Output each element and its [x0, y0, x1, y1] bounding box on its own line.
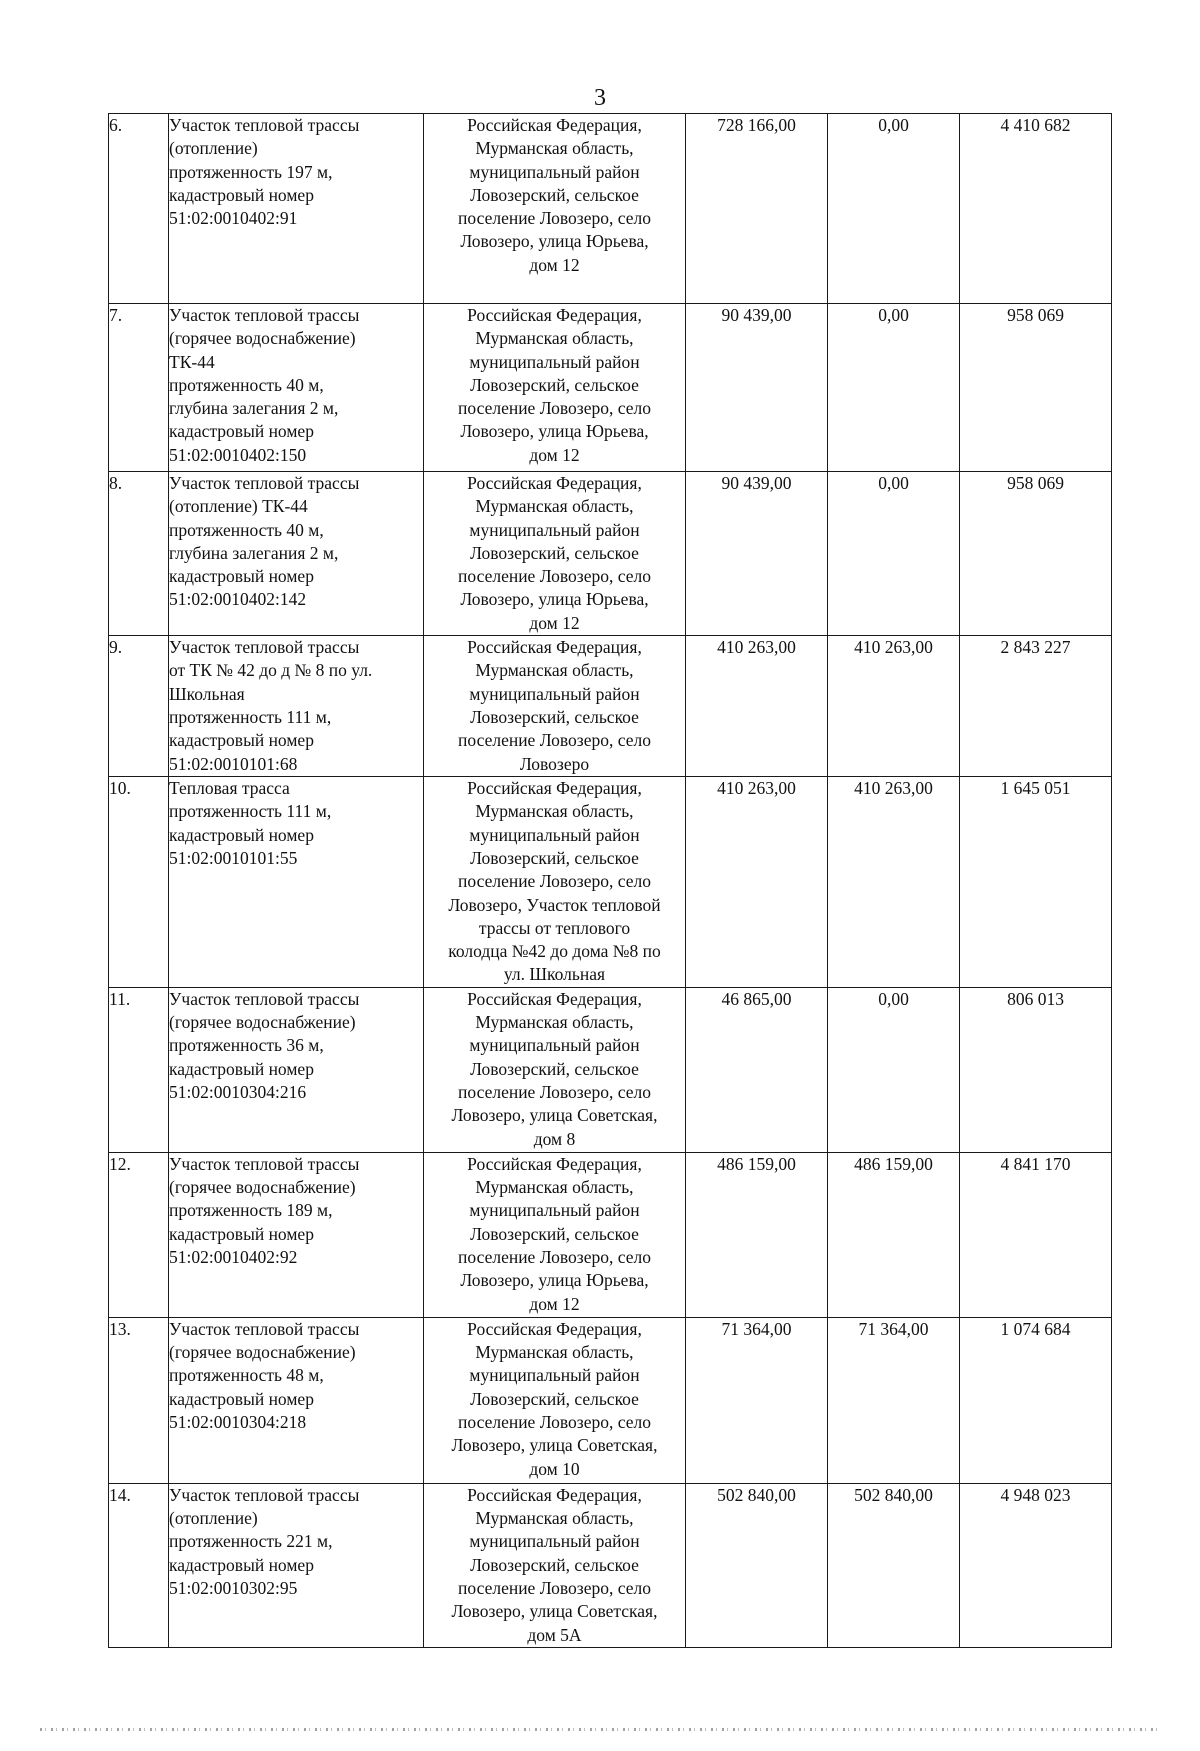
object-name: [169, 1483, 424, 1647]
row-number: 10.: [109, 777, 169, 988]
object-address-line: Ловозерский, сельское: [470, 1223, 639, 1244]
object-address-line: Ловозерский, сельское: [470, 847, 639, 868]
table-row: [109, 472, 1112, 636]
object-address-line: Ловозеро, улица Юрьева,: [460, 421, 649, 442]
cadastral-value: 1 645 051: [960, 777, 1112, 988]
object-address-line: муниципальный район: [469, 519, 640, 540]
object-name-line: кадастровый номер: [169, 566, 314, 587]
depreciation-value: 0,00: [828, 114, 960, 304]
object-name: [169, 114, 424, 304]
object-name-line: протяженность 40 м,: [169, 519, 324, 540]
object-name-line: 51:02:0010302:95: [169, 1577, 298, 1598]
object-address-line: поселение Ловозеро, село: [458, 730, 651, 751]
depreciation-value: 410 263,00: [828, 636, 960, 777]
object-name: [169, 777, 424, 988]
balance-value: 502 840,00: [686, 1483, 828, 1647]
object-address-line: поселение Ловозеро, село: [458, 1411, 651, 1432]
row-number: 9.: [109, 636, 169, 777]
object-name-line: (горячее водоснабжение): [169, 1342, 356, 1363]
object-name-line: 51:02:0010304:218: [169, 1411, 307, 1432]
cadastral-value: 4 948 023: [960, 1483, 1112, 1647]
object-address-line: Ловозеро, Участок тепловой: [448, 894, 661, 915]
table-row: [109, 1152, 1112, 1317]
object-name-line: протяженность 189 м,: [169, 1200, 333, 1221]
object-name: [169, 472, 424, 636]
cadastral-value: 806 013: [960, 987, 1112, 1152]
object-name: [169, 1317, 424, 1483]
balance-value: 728 166,00: [686, 114, 828, 304]
object-address-line: дом 12: [529, 1293, 580, 1314]
object-address-line: дом 10: [529, 1458, 580, 1479]
object-address-line: поселение Ловозеро, село: [458, 1577, 651, 1598]
scan-artifact-strip: [40, 1728, 1160, 1731]
object-address-line: Ловозерский, сельское: [470, 542, 639, 563]
object-name-line: кадастровый номер: [169, 1554, 314, 1575]
object-name-line: протяженность 197 м,: [169, 161, 333, 182]
object-address-line: дом 8: [533, 1128, 576, 1149]
object-address-line: Российская Федерация,: [467, 473, 642, 493]
object-address-line: муниципальный район: [469, 1365, 640, 1386]
object-name: [169, 304, 424, 472]
object-address-line: Ловозеро, улица Советская,: [451, 1435, 658, 1456]
table-row: [109, 777, 1112, 988]
object-address-line: поселение Ловозеро, село: [458, 1081, 651, 1102]
cadastral-value: 958 069: [960, 304, 1112, 472]
object-address-line: Мурманская область,: [475, 1508, 634, 1529]
object-name-line: Тепловая трасса: [169, 778, 290, 799]
object-address-line: трассы от теплового: [478, 917, 631, 938]
object-address-line: муниципальный район: [469, 683, 640, 704]
object-address-line: поселение Ловозеро, село: [458, 566, 651, 587]
object-address-line: муниципальный район: [469, 351, 640, 372]
balance-value: 90 439,00: [686, 304, 828, 472]
object-name-line: (отопление): [169, 1508, 258, 1529]
object-name-line: Участок тепловой трассы: [169, 305, 360, 325]
object-name-line: ТК-44: [169, 351, 215, 372]
object-name-line: (горячее водоснабжение): [169, 1012, 356, 1033]
object-address-line: муниципальный район: [469, 1200, 640, 1221]
row-number: 12.: [109, 1152, 169, 1317]
object-name-line: Участок тепловой трассы: [169, 988, 360, 1009]
object-address-line: Российская Федерация,: [467, 1153, 642, 1174]
object-address-line: ул. Школьная: [503, 964, 606, 985]
balance-value: 410 263,00: [686, 636, 828, 777]
row-number: 6.: [109, 114, 169, 304]
object-address: [424, 1483, 686, 1647]
depreciation-value: 410 263,00: [828, 777, 960, 988]
object-address-line: Российская Федерация,: [467, 1318, 642, 1339]
balance-value: 410 263,00: [686, 777, 828, 988]
object-address-line: Мурманская область,: [475, 1177, 634, 1198]
object-address-line: дом 12: [529, 444, 580, 465]
object-address-line: колодца №42 до дома №8 по: [448, 941, 661, 962]
object-name-line: Участок тепловой трассы: [169, 1318, 360, 1339]
object-name: [169, 987, 424, 1152]
object-address-line: Мурманская область,: [475, 138, 634, 159]
object-address-line: Российская Федерация,: [467, 988, 642, 1009]
object-address-line: Российская Федерация,: [467, 778, 642, 799]
object-address-line: Ловозерский, сельское: [470, 184, 639, 205]
object-name-line: кадастровый номер: [169, 1388, 314, 1409]
object-name-line: Школьная: [169, 683, 245, 704]
object-name-line: Участок тепловой трассы: [169, 1484, 360, 1505]
object-name-line: протяженность 36 м,: [169, 1035, 324, 1056]
object-address-line: Ловозеро, улица Юрьева,: [460, 589, 649, 610]
table-body: [109, 114, 1112, 1648]
object-name-line: Участок тепловой трассы: [169, 1153, 360, 1174]
object-address-line: Ловозерский, сельское: [470, 1554, 639, 1575]
object-address-line: поселение Ловозеро, село: [458, 871, 651, 892]
object-name-line: кадастровый номер: [169, 184, 314, 205]
object-name-line: (горячее водоснабжение): [169, 328, 356, 349]
table-row: [109, 304, 1112, 472]
object-address-line: Мурманская область,: [475, 496, 634, 517]
page-number: 3: [594, 85, 606, 111]
object-address-line: Ловозеро: [519, 753, 590, 774]
depreciation-value: 71 364,00: [828, 1317, 960, 1483]
object-name-line: (горячее водоснабжение): [169, 1177, 356, 1198]
balance-value: 486 159,00: [686, 1152, 828, 1317]
row-number: 11.: [109, 987, 169, 1152]
depreciation-value: 486 159,00: [828, 1152, 960, 1317]
object-address-line: Ловозеро, улица Юрьева,: [460, 1270, 649, 1291]
object-address-line: Ловозеро, улица Советская,: [451, 1105, 658, 1126]
table-row: [109, 1483, 1112, 1647]
object-address-line: муниципальный район: [469, 824, 640, 845]
object-name-line: протяженность 48 м,: [169, 1365, 324, 1386]
object-address-line: Ловозеро, улица Советская,: [451, 1601, 658, 1622]
object-address: [424, 1317, 686, 1483]
object-name-line: 51:02:0010402:92: [169, 1246, 298, 1267]
object-address-line: поселение Ловозеро, село: [458, 398, 651, 419]
object-address-line: Ловозеро, улица Юрьева,: [460, 231, 649, 252]
object-name-line: кадастровый номер: [169, 421, 314, 442]
row-number: 7.: [109, 304, 169, 472]
object-address-line: поселение Ловозеро, село: [458, 1246, 651, 1267]
object-address: [424, 1152, 686, 1317]
property-registry-table: [108, 113, 1112, 1648]
cadastral-value: 2 843 227: [960, 636, 1112, 777]
row-number: 13.: [109, 1317, 169, 1483]
object-address-line: Российская Федерация,: [467, 305, 642, 325]
object-name-line: 51:02:0010402:142: [169, 589, 307, 610]
object-name-line: (отопление) ТК-44: [169, 496, 308, 517]
object-name-line: 51:02:0010304:216: [169, 1081, 307, 1102]
object-name-line: 51:02:0010402:91: [169, 208, 298, 229]
object-name-line: Участок тепловой трассы: [169, 637, 360, 658]
object-address-line: Мурманская область,: [475, 1342, 634, 1363]
object-name-line: Участок тепловой трассы: [169, 115, 360, 135]
object-address-line: дом 12: [529, 254, 580, 275]
table-row: [109, 636, 1112, 777]
cadastral-value: 4 410 682: [960, 114, 1112, 304]
object-address-line: Ловозерский, сельское: [470, 1058, 639, 1079]
object-address-line: дом 12: [529, 612, 580, 633]
depreciation-value: 0,00: [828, 472, 960, 636]
object-address: [424, 987, 686, 1152]
object-name-line: 51:02:0010101:68: [169, 753, 298, 774]
object-address-line: Мурманская область,: [475, 1012, 634, 1033]
object-name-line: протяженность 111 м,: [169, 801, 332, 822]
object-address-line: Ловозерский, сельское: [470, 374, 639, 395]
object-name-line: протяженность 40 м,: [169, 374, 324, 395]
object-name-line: (отопление): [169, 138, 258, 159]
object-address-line: дом 5А: [527, 1624, 582, 1645]
depreciation-value: 0,00: [828, 304, 960, 472]
cadastral-value: 1 074 684: [960, 1317, 1112, 1483]
object-name-line: кадастровый номер: [169, 730, 314, 751]
row-number: 14.: [109, 1483, 169, 1647]
object-address-line: Российская Федерация,: [467, 1484, 642, 1505]
object-address-line: муниципальный район: [469, 1531, 640, 1552]
object-address-line: поселение Ловозеро, село: [458, 208, 651, 229]
object-name-line: глубина залегания 2 м,: [169, 398, 339, 419]
depreciation-value: 0,00: [828, 987, 960, 1152]
object-address: [424, 304, 686, 472]
object-name-line: глубина залегания 2 м,: [169, 542, 339, 563]
object-name: [169, 636, 424, 777]
balance-value: 90 439,00: [686, 472, 828, 636]
balance-value: 71 364,00: [686, 1317, 828, 1483]
object-address-line: муниципальный район: [469, 1035, 640, 1056]
object-address-line: Ловозерский, сельское: [470, 1388, 639, 1409]
object-name-line: протяженность 221 м,: [169, 1531, 333, 1552]
object-address-line: Мурманская область,: [475, 801, 634, 822]
object-name-line: 51:02:0010402:150: [169, 444, 307, 465]
object-address: [424, 472, 686, 636]
object-address: [424, 777, 686, 988]
object-name-line: кадастровый номер: [169, 1058, 314, 1079]
object-name: [169, 1152, 424, 1317]
cadastral-value: 958 069: [960, 472, 1112, 636]
table-row: [109, 1317, 1112, 1483]
table-row: [109, 987, 1112, 1152]
table-row: [109, 114, 1112, 304]
cadastral-value: 4 841 170: [960, 1152, 1112, 1317]
object-address: [424, 636, 686, 777]
object-name-line: Участок тепловой трассы: [169, 473, 360, 493]
row-number: 8.: [109, 472, 169, 636]
object-address: [424, 114, 686, 304]
balance-value: 46 865,00: [686, 987, 828, 1152]
object-address-line: Ловозерский, сельское: [470, 706, 639, 727]
depreciation-value: 502 840,00: [828, 1483, 960, 1647]
object-name-line: от ТК № 42 до д № 8 по ул.: [169, 660, 373, 681]
object-address-line: Мурманская область,: [475, 660, 634, 681]
object-name-line: кадастровый номер: [169, 824, 314, 845]
object-name-line: протяженность 111 м,: [169, 706, 332, 727]
object-name-line: кадастровый номер: [169, 1223, 314, 1244]
object-address-line: Мурманская область,: [475, 328, 634, 349]
object-address-line: муниципальный район: [469, 161, 640, 182]
object-address-line: Российская Федерация,: [467, 115, 642, 135]
object-address-line: Российская Федерация,: [467, 637, 642, 658]
object-name-line: 51:02:0010101:55: [169, 847, 298, 868]
